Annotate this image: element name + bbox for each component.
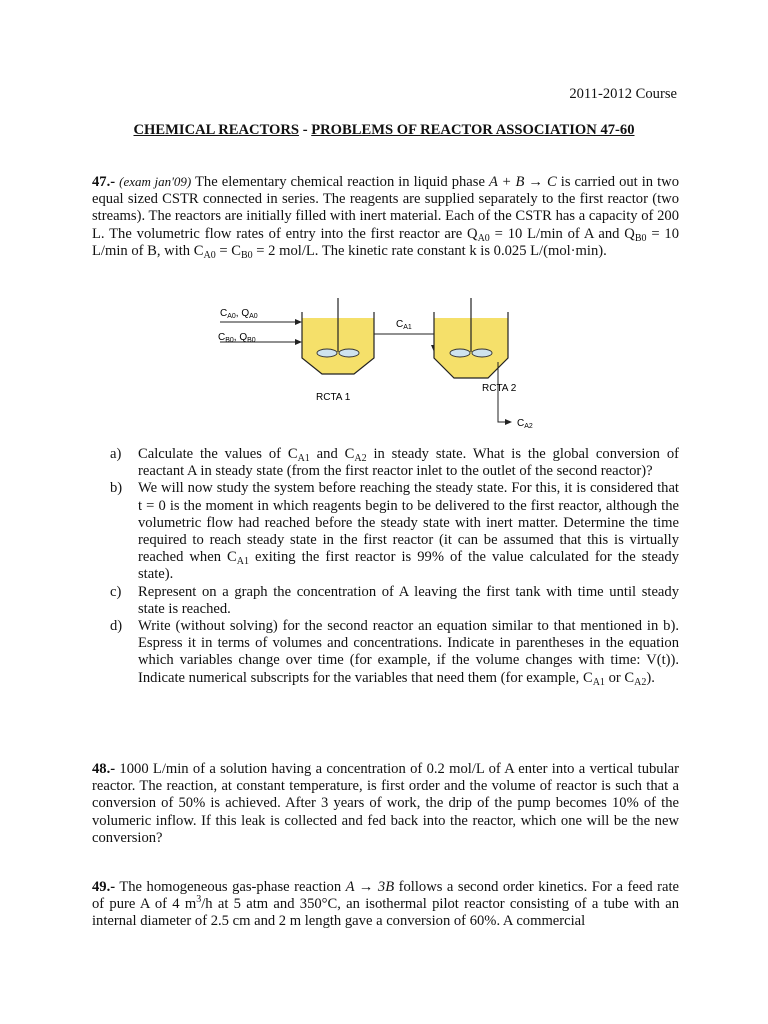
- transfer-line: [374, 334, 434, 348]
- text: /h at 5 atm and 350°C, an isothermal pilot reactor consisting of a tube with an internal diameter of 2.5 cm and 2 m length gave a conversion of 60%. A commercial: [92, 896, 679, 930]
- problem-48: [92, 761, 679, 847]
- text: 1000 L/min of a solution having a concentration of 0.2 mol/L of A enter into a vertical tubular reactor. The reaction, at constant temperature, is first order and the volume of reactor is such that a conversion of 50% is achieved. After 3 years of work, the drip of the pump becomes 10% of the volumeric inflow. If this leak is collected and fed back into the reactor, which one will be the new conversion?: [92, 761, 679, 846]
- text: Write (without solving) for the second reactor an equation similar to that mentioned in b). Espress it in terms of volumes and concentrations. Indicate in parentheses in the equation which variables change over time (for example, if the volume changes with time: V(t)). Indicate numerical subscripts for the variables that need them (for example, C: [138, 618, 679, 686]
- transfer-label: $C_{A1}$: [396, 319, 412, 331]
- problem-47: [92, 173, 679, 260]
- problem-number: 48.-: [92, 761, 116, 777]
- text: = 10 L/min of A and Q: [489, 225, 635, 242]
- text: = 10 L/min of B, with C: [92, 225, 679, 259]
- tank1-impeller-right: [339, 349, 359, 357]
- feed-label-b: $C_{B0}$, $Q_{B0}$: [218, 332, 256, 344]
- text: and C: [309, 446, 355, 462]
- text: We will now study the system before reaching the steady state. For this, it is considered that t = 0 is the moment in which reagents begin to be delivered to the first reactor, although the volumetric flow had reached before the steady state with inert matter. Determine the time required to reach steady state in the first reactor (it can be assumed that this is virtually reached when C: [138, 480, 679, 566]
- problem-number: 49.-: [92, 879, 116, 895]
- course-label: 2011-2012 Course: [569, 86, 677, 102]
- text: Represent on a graph the concentration of A leaving the first tank with time until steady state is reached.: [138, 583, 679, 617]
- subscript: A2: [634, 676, 647, 688]
- subscript: A1: [592, 676, 605, 688]
- outlet-label: $C_{A2}$: [517, 418, 533, 430]
- subscript: A2: [354, 453, 367, 464]
- subscript: A0: [477, 232, 490, 244]
- reactor-1-label: RCTA 1: [316, 392, 351, 403]
- subscript: A0: [203, 249, 216, 261]
- text: is carried out in two equal sized CSTR connected in series. The reagents are supplied separately to the first reactor (two streams). The reactors are initially filled with inert material. Each of the CSTR has a capacity of 200 L. The volumetric flow rates of entry into the first reactor are Q: [92, 174, 680, 242]
- question-d: [110, 618, 679, 687]
- text: The elementary chemical reaction in liquid phase: [191, 174, 489, 190]
- feed-label-a: $C_{A0}$, $Q_{A0}$: [220, 308, 258, 320]
- text: follows a second order kinetics. For a feed rate of pure A of 4 m: [92, 879, 679, 913]
- subscript: A1: [297, 453, 310, 464]
- text: = 2 mol/L. The kinetic rate constant k is 0.025 L/(mol·min).: [252, 242, 607, 259]
- text: The homogeneous gas-phase reaction: [115, 879, 346, 895]
- text: ).: [646, 669, 655, 686]
- tank1-impeller-left: [317, 349, 337, 357]
- reaction-equation: A + B → C: [488, 174, 557, 190]
- text: or C: [604, 669, 635, 686]
- text: = C: [215, 242, 241, 259]
- page-title: [92, 122, 676, 139]
- title-separator: -: [299, 122, 312, 138]
- subscript: A1: [236, 556, 249, 568]
- subscript: B0: [634, 232, 647, 244]
- question-a: [110, 446, 679, 480]
- question-label: b): [110, 480, 123, 497]
- title-sub: PROBLEMS OF REACTOR ASSOCIATION 47-60: [311, 122, 635, 138]
- text: in steady state. What is the global conversion of reactant A in steady state (from the first reactor inlet to the outlet of the second reactor)?: [138, 446, 679, 480]
- exam-note: (exam jan'09): [119, 174, 192, 189]
- subscript: B0: [240, 249, 253, 261]
- feed-arrow-b: [295, 339, 302, 345]
- question-label: c): [110, 583, 122, 600]
- question-label: d): [110, 618, 123, 635]
- superscript: 3: [196, 894, 202, 906]
- question-label: a): [110, 446, 122, 462]
- problem-49: [92, 879, 679, 931]
- outlet-arrow: [505, 419, 512, 425]
- feed-arrow-a: [295, 319, 302, 325]
- question-c: [110, 584, 679, 618]
- reactor-diagram: [210, 290, 560, 440]
- question-b: [110, 480, 679, 583]
- tank2-impeller-left: [450, 349, 470, 357]
- reaction-equation: A → 3B: [345, 879, 395, 895]
- title-main: CHEMICAL REACTORS: [133, 122, 300, 138]
- problem-number: 47.-: [92, 174, 116, 190]
- text: exiting the first reactor is 99% of the value calculated for the steady state).: [138, 549, 679, 583]
- reactor-2-label: RCTA 2: [482, 383, 517, 394]
- text: Calculate the values of C: [138, 446, 298, 462]
- tank2-impeller-right: [472, 349, 492, 357]
- question-list: [110, 446, 679, 687]
